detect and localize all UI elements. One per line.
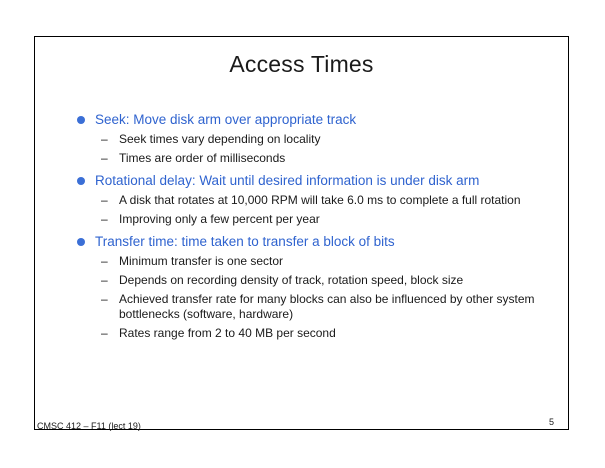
bullet-transfer-time [75,233,545,341]
slide-frame [34,36,569,430]
sub-item-text: Minimum transfer is one sector [119,254,284,268]
sub-item-text: Times are order of milliseconds [119,151,286,165]
sub-item [95,132,545,147]
page-number: 5 [548,417,554,427]
bullet-text: Transfer time: time taken to transfer a block of bits [95,234,395,249]
bullet-list [75,111,545,347]
sub-item-text: Improving only a few percent per year [119,212,320,226]
bullet-seek [75,111,545,166]
dash-icon: – [101,212,108,226]
sub-list [95,193,545,227]
sub-item [95,193,545,208]
dash-icon: – [101,193,108,207]
slide-title: Access Times [229,51,374,77]
bullet-text: Seek: Move disk arm over appropriate track [95,112,357,127]
sub-list [95,254,545,341]
bullet-dot-icon [77,238,85,246]
bullet-dot-icon [77,116,85,124]
dash-icon: – [101,132,108,146]
sub-item [95,326,545,341]
dash-icon: – [101,326,108,340]
sub-item [95,273,545,288]
sub-item-text: Depends on recording density of track, rotation speed, block size [119,273,464,287]
bullet-rotational-delay [75,172,545,227]
dash-icon: – [101,292,108,306]
sub-item-text: Seek times vary depending on locality [119,132,321,146]
sub-item-text: A disk that rotates at 10,000 RPM will take 6.0 ms to complete a full rotation [119,193,521,207]
sub-item-text: Achieved transfer rate for many blocks can also be influenced by other system bottlenecks (software, hardware) [119,292,535,321]
sub-item [95,151,545,166]
sub-item-text: Rates range from 2 to 40 MB per second [119,326,336,340]
sub-item [95,292,545,322]
sub-item [95,212,545,227]
bullet-dot-icon [77,177,85,185]
sub-item [95,254,545,269]
dash-icon: – [101,254,108,268]
bullet-text: Rotational delay: Wait until desired information is under disk arm [95,173,480,188]
dash-icon: – [101,273,108,287]
course-footer: CMSC 412 – F11 (lect 19) [37,421,141,431]
dash-icon: – [101,151,108,165]
sub-list [95,132,545,166]
